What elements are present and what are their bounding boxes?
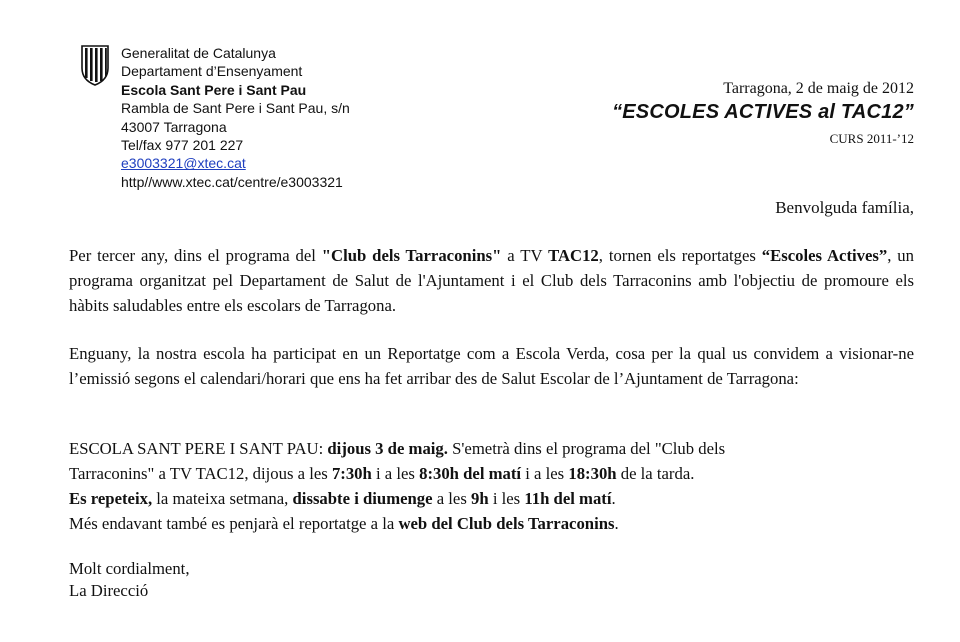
paragraph-intro: Per tercer any, dins el programa del "Club dels Tarraconins" a TV TAC12, tornen els reportatges “Escoles Actives”, un programa organitzat pel Departament de Salut de l'Ajuntament i el Club dels Tarraconins amb l'objectiu de promoure els hàbits saludables entre els escolars de Tarragona.	[69, 246, 914, 315]
closing-signature: La Direcció	[69, 581, 149, 600]
letterhead-phone: Tel/fax 977 201 227	[121, 137, 244, 154]
letter-date: Tarragona, 2 de maig de 2012	[723, 80, 914, 97]
email-link[interactable]: e3003321@xtec.cat	[121, 155, 246, 172]
paragraph-schedule	[69, 436, 914, 536]
letterhead-generalitat: Generalitat de Catalunya	[121, 45, 276, 61]
closing-salutation: Molt cordialment,	[69, 559, 190, 578]
letterhead-web: http//www.xtec.cat/centre/e3003321	[121, 173, 343, 190]
closing	[69, 558, 914, 602]
school-letterhead	[121, 44, 350, 191]
letterhead-address: Rambla de Sant Pere i Sant Pau, s/n	[121, 100, 350, 117]
letterhead-department: Departament d’Ensenyament	[121, 63, 303, 80]
schedule-line-4: Més endavant també es penjarà el reportatge a la web del Club dels Tarraconins.	[69, 514, 619, 533]
letter-title: “ESCOLES ACTIVES al TAC12”	[612, 101, 914, 123]
schedule-line-3: Es repeteix, la mateixa setmana, dissabte i diumenge a les 9h i les 11h del matí.	[69, 489, 616, 508]
paragraph-invitation: Enguany, la nostra escola ha participat en un Reportatge com a Escola Verda, cosa per la qual us convidem a visionar-ne l’emissió segons el calendari/horari que ens ha fet arribar des de Salut Escolar de l’Ajuntament de Tarragona:	[69, 344, 914, 388]
schedule-line-2: Tarraconins" a TV TAC12, dijous a les 7:30h i a les 8:30h del matí i a les 18:30h de la tarda.	[69, 464, 695, 483]
school-year: CURS 2011-’12	[829, 131, 914, 146]
letterhead-postal: 43007 Tarragona	[121, 118, 227, 135]
generalitat-logo-icon	[80, 44, 110, 86]
schedule-line-1: ESCOLA SANT PERE I SANT PAU: dijous 3 de maig. S'emetrà dins el programa del "Club dels	[69, 439, 726, 458]
letterhead-school-name: Escola Sant Pere i Sant Pau	[121, 81, 307, 98]
greeting: Benvolguda família,	[775, 198, 914, 217]
